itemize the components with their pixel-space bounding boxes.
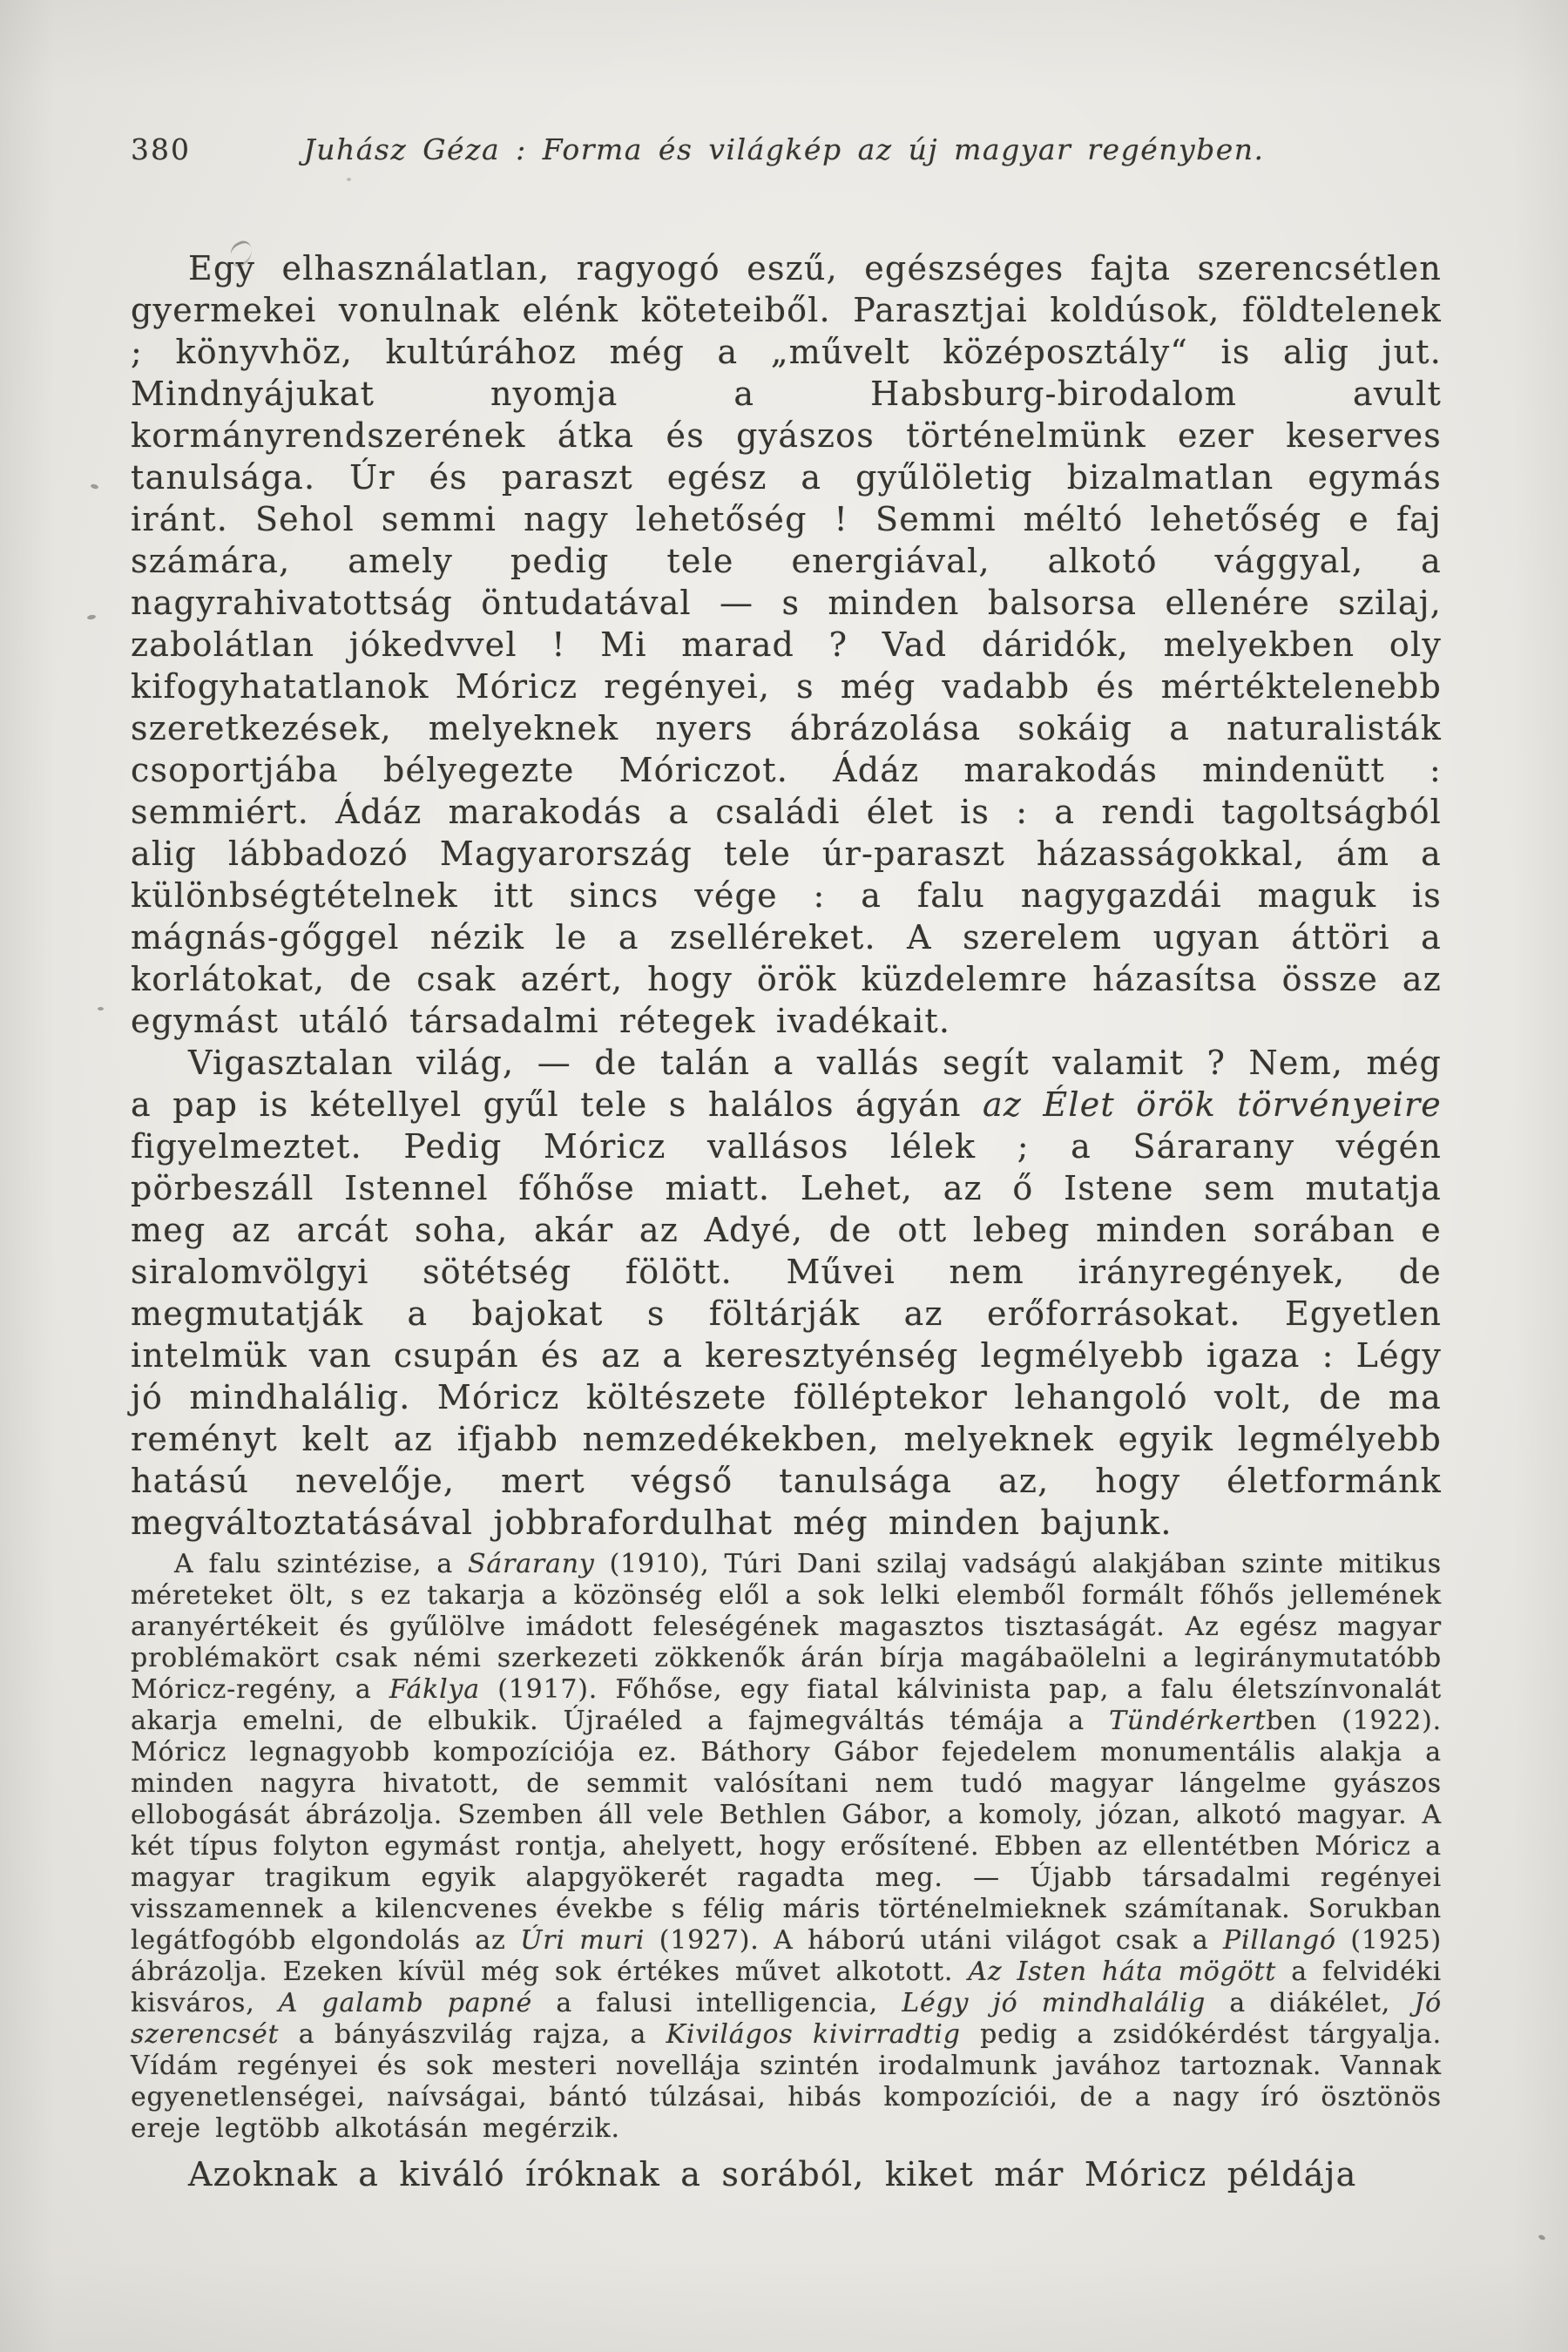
italic-run: A galamb papné bbox=[278, 1988, 533, 2018]
page-number: 380 bbox=[131, 132, 191, 166]
text-run: Vigasztalan világ, — de talán a vallás segít valamit ? Nem, még a pap is kétellyel gyűl tele s halálos ágyán bbox=[131, 1044, 1442, 1124]
italic-run: Pillangó bbox=[1223, 1925, 1336, 1956]
paragraph bbox=[131, 1549, 1442, 2145]
italic-run: Az Isten háta mögött bbox=[968, 1957, 1277, 1987]
paper-speck bbox=[98, 1007, 104, 1010]
italic-run: Úri muri bbox=[520, 1925, 645, 1956]
italic-run: Sárarany bbox=[468, 1549, 595, 1579]
paper-speck bbox=[87, 614, 97, 620]
paper-speck bbox=[1538, 2234, 1545, 2241]
text-run: a falusi intelligencia, bbox=[532, 1988, 902, 2018]
paper-speck bbox=[91, 483, 99, 490]
article-body bbox=[131, 247, 1442, 2195]
paragraph bbox=[131, 2153, 1442, 2195]
text-run: pedig a zsidókérdést tárgyalja. Vídám regényei és sok mesteri novellája szintén irodalmunk javához tartoznak. Vannak egyenetlenségei, naívságai, bántó túlzásai, hibás kompozíciói, de a nagy író ösztönös ereje legtöbb alkotásán megérzik. bbox=[131, 2019, 1442, 2144]
italic-run: Jó szerencsét bbox=[131, 1988, 1442, 2050]
text-run: Egy elhasználatlan, ragyogó eszű, egészséges fajta szerencsétlen gyermekei vonulnak elénk köteteiből. Parasztjai koldúsok, földtelenek ; könyvhöz, kultúrához még a „művelt középosztály“ is alig jut. Mindnyájukat nyomja a Habsburg-birodalom avult kormányrendszerének átka és gyászos történelmünk ezer keserves tanulsága. Úr és paraszt egész a gyűlöletig bizalmatlan egymás iránt. Sehol semmi nagy lehetőség ! Semmi méltó lehetőség e faj számára, amely pedig tele energiával, alkotó vággyal, a nagyrahivatottság öntudatával — s minden balsorsa ellenére szilaj, zabolátlan jókedvvel ! Mi marad ? Vad dáridók, melyekben oly kifogyhatatlanok Móricz regényei, s még vadabb és mértéktelenebb szeretkezések, melyeknek nyers ábrázolása sokáig a naturalisták csoportjába bélyegezte Móriczot. Ádáz marakodás mindenütt : semmiért. Ádáz marakodás a családi élet is : a rendi tagoltságból alig lábbadozó Magyarország tele úr-paraszt házasságokkal, ám a különbségtételnek itt sincs vége : a falu nagygazdái maguk is mágnás-gőggel nézik le a zselléreket. A szerelem ugyan áttöri a korlátokat, de csak azért, hogy örök küzdelemre házasítsa össze az egymást utáló társadalmi rétegek ivadékait. bbox=[131, 249, 1442, 1040]
page-header bbox=[131, 129, 1437, 171]
running-title: Juhász Géza : Forma és világkép az új magyar regényben. bbox=[303, 132, 1265, 166]
paragraph bbox=[131, 1042, 1442, 1544]
text-run: (1927). A háború utáni világot csak a bbox=[645, 1925, 1224, 1956]
text-run: (1910), Túri Dani szilaj vadságú alakjában szinte mitikus méreteket ölt, s ez takarja a közönség elől a sok lelki elemből formált főhős jellemének aranyértékeit és gyűlölve imádott feleségének magasztos tisztaságát. Az egész magyar problémakört csak némi szerkezeti zökkenők árán bírja magábaölelni a legiránymutatóbb Móricz-regény, a bbox=[131, 1549, 1442, 1705]
text-run: a bányászvilág rajza, a bbox=[279, 2019, 666, 2050]
italic-run: Kivilágos kivirradtig bbox=[666, 2019, 961, 2050]
text-run: figyelmeztet. Pedig Móricz vallásos lélek ; a Sárarany végén pörbeszáll Istennel főhőse miatt. Lehet, az ő Istene sem mutatja meg az arcát soha, akár az Adyé, de ott lebeg minden sorában e siralomvölgyi sötétség fölött. Művei nem irányregények, de megmutatják a bajokat s föltárják az erőforrásokat. Egyetlen intelmük van csupán és az a keresztyénség legmélyebb igaza : Légy jó mindhalálig. Móricz költészete fölléptekor lehangoló volt, de ma reményt kelt az ifjabb nemzedékekben, melyeknek egyik legmélyebb hatású nevelője, mert végső tanulsága az, hogy életformánk megváltoztatásával jobbrafordulhat még minden bajunk. bbox=[131, 1127, 1442, 1542]
text-run: a diákélet, bbox=[1206, 1988, 1415, 2018]
italic-run: az Élet örök törvényeire bbox=[982, 1085, 1442, 1124]
italic-run: Tündérkert bbox=[1109, 1706, 1267, 1736]
text-run: (1917). Főhőse, egy fiatal kálvinista pap, a falu életszínvonalát akarja emelni, de elbukik. Újraéled a fajmegváltás témája a bbox=[131, 1674, 1442, 1736]
text-run: Azoknak a kiváló íróknak a sorából, kiket már Móricz példája bbox=[188, 2155, 1357, 2193]
paper-speck bbox=[347, 178, 351, 181]
text-run: (1925) ábrázolja. Ezeken kívül még sok értékes művet alkotott. bbox=[131, 1925, 1442, 1987]
text-run: a felvidéki kisváros, bbox=[131, 1957, 1442, 2018]
paragraph bbox=[131, 247, 1442, 1042]
italic-run: Légy jó mindhalálig bbox=[902, 1988, 1206, 2018]
text-run: A falu szintézise, a bbox=[174, 1549, 469, 1579]
text-run: ben (1922). Móricz legnagyobb kompozíciója ez. Báthory Gábor fejedelem monumentális alakja a minden nagyra hivatott, de semmit valósítani nem tudó magyar lángelme gyászos ellobogását ábrázolja. Szemben áll vele Bethlen Gábor, a komoly, józan, alkotó magyar. A két típus folyton egymást rontja, ahelyett, hogy erősítené. Ebben az ellentétben Móricz a magyar tragikum egyik alapgyökerét ragadta meg. — Újabb társadalmi regényei visszamennek a kilencvenes évekbe s félig máris történelmieknek számítanak. Sorukban legátfogóbb elgondolás az bbox=[131, 1706, 1442, 1956]
italic-run: Fáklya bbox=[389, 1674, 480, 1705]
